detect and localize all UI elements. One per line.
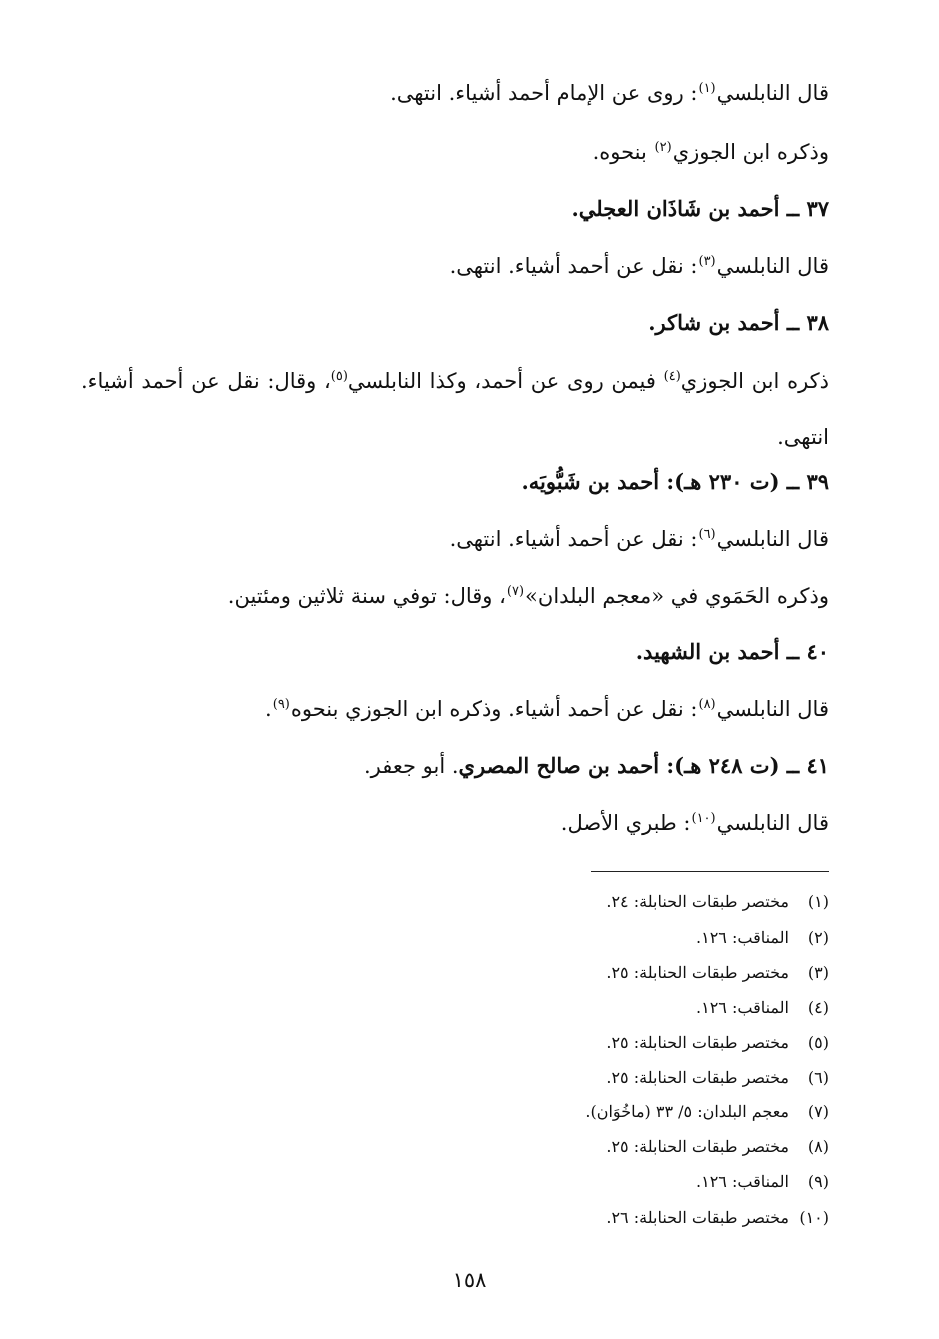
text-line [450,251,829,281]
text-line [228,581,829,611]
footnote-number: (٤) [807,998,829,1017]
text-run: : طبري الأصل. [560,811,691,835]
footnote [606,1031,829,1055]
text-line [593,137,829,167]
text-run: . [265,697,272,721]
footnote [696,1170,829,1194]
text-run: قال النابلسي [716,811,829,835]
footnote-text: مختصر طبقات الحنابلة: ٢٤. [606,892,789,911]
footnote-text: معجم البلدان: ٥/ ٣٣ (ماخُوَان). [585,1102,789,1121]
text-line [450,524,829,554]
heading-text: ٤٠ ــ أحمد بن الشهيد. [635,639,829,664]
footnote-ref: (٤) [663,369,681,384]
footnote-number: (٩) [807,1172,829,1191]
footnote-divider [591,871,829,872]
entry-heading [521,467,829,497]
text-run: : نقل عن أحمد أشياء. وذكره ابن الجوزي بنحوه [290,697,698,721]
footnote-ref: (١) [698,81,716,96]
heading-date: ٤١ ــ (ت ٢٤٨ هـ): [659,753,829,778]
entry-heading [571,194,829,224]
footnote-ref: (٣) [698,254,716,269]
text-line [265,694,829,724]
footnote [606,1206,829,1230]
footnote [585,1100,829,1124]
footnote-number: (٨) [807,1137,829,1156]
footnote-number: (٢) [807,928,829,947]
footnote [606,1135,829,1159]
text-paragraph [81,353,829,465]
entry-heading [364,751,829,781]
text-run: وذكره ابن الجوزي [672,140,829,164]
heading-text: أحمد بن شَبُّويَه. [521,469,660,494]
footnote-text: المناقب: ١٢٦. [696,1172,789,1191]
footnote [606,1066,829,1090]
footnote-number: (٥) [807,1033,829,1052]
text-run: قال النابلسي [716,697,829,721]
footnote-number: (٣) [807,963,829,982]
text-run: قال النابلسي [716,254,829,278]
footnote-ref: (٥) [330,369,348,384]
heading-text: ٣٨ ــ أحمد بن شاكر. [648,310,829,335]
footnote-ref: (١٠) [691,811,716,826]
text-run: وذكره الحَمَوي في «معجم البلدان» [525,584,829,608]
footnote-number: (٦) [807,1068,829,1087]
footnote-number: (٧) [807,1102,829,1121]
text-run: فيمن روى عن أحمد، وكذا النابلسي [347,369,664,393]
text-line [390,78,829,108]
text-run: ذكره ابن الجوزي [680,369,830,393]
footnote-text: مختصر طبقات الحنابلة: ٢٥. [606,1137,789,1156]
text-run: : روى عن الإمام أحمد أشياء. انتهى. [390,81,698,105]
text-run: قال النابلسي [716,527,829,551]
footnote-ref: (٨) [698,697,716,712]
entry-heading [636,637,829,667]
footnote-text: مختصر طبقات الحنابلة: ٢٥. [606,1033,789,1052]
text-run: قال النابلسي [716,81,829,105]
footnote-ref: (٦) [698,527,716,542]
text-run: ، وقال: توفي سنة ثلاثين ومئتين. [227,584,506,608]
heading-date: ٣٩ ــ (ت ٢٣٠ هـ): [659,469,829,494]
footnote-ref: (٧) [506,584,525,599]
footnote-number: (١) [807,892,829,911]
footnote [696,926,829,950]
text-line [561,808,829,838]
footnote [696,996,829,1020]
heading-text: أحمد بن صالح المصري [458,753,660,778]
footnote-number: (١٠) [799,1208,829,1227]
page-number: ١٥٨ [452,1268,487,1292]
text-run: ، وقال: نقل عن أحمد أشياء. انتهى. [81,369,829,449]
text-run: . أبو جعفر. [363,754,459,778]
footnote-text: مختصر طبقات الحنابلة: ٢٥. [606,1068,789,1087]
footnote-ref: (٢) [654,140,672,155]
text-run: : نقل عن أحمد أشياء. انتهى. [449,254,698,278]
footnote-text: مختصر طبقات الحنابلة: ٢٥. [606,963,789,982]
text-run: بنحوه. [592,140,654,164]
footnote-text: المناقب: ١٢٦. [696,928,789,947]
footnote [606,961,829,985]
heading-text: ٣٧ ــ أحمد بن شَاذَان العجلي. [571,196,829,221]
text-run: : نقل عن أحمد أشياء. انتهى. [449,527,698,551]
footnote [606,890,829,914]
footnote-text: مختصر طبقات الحنابلة: ٢٦. [606,1208,789,1227]
footnote-text: المناقب: ١٢٦. [696,998,789,1017]
entry-heading [648,308,829,338]
footnote-ref: (٩) [272,697,290,712]
